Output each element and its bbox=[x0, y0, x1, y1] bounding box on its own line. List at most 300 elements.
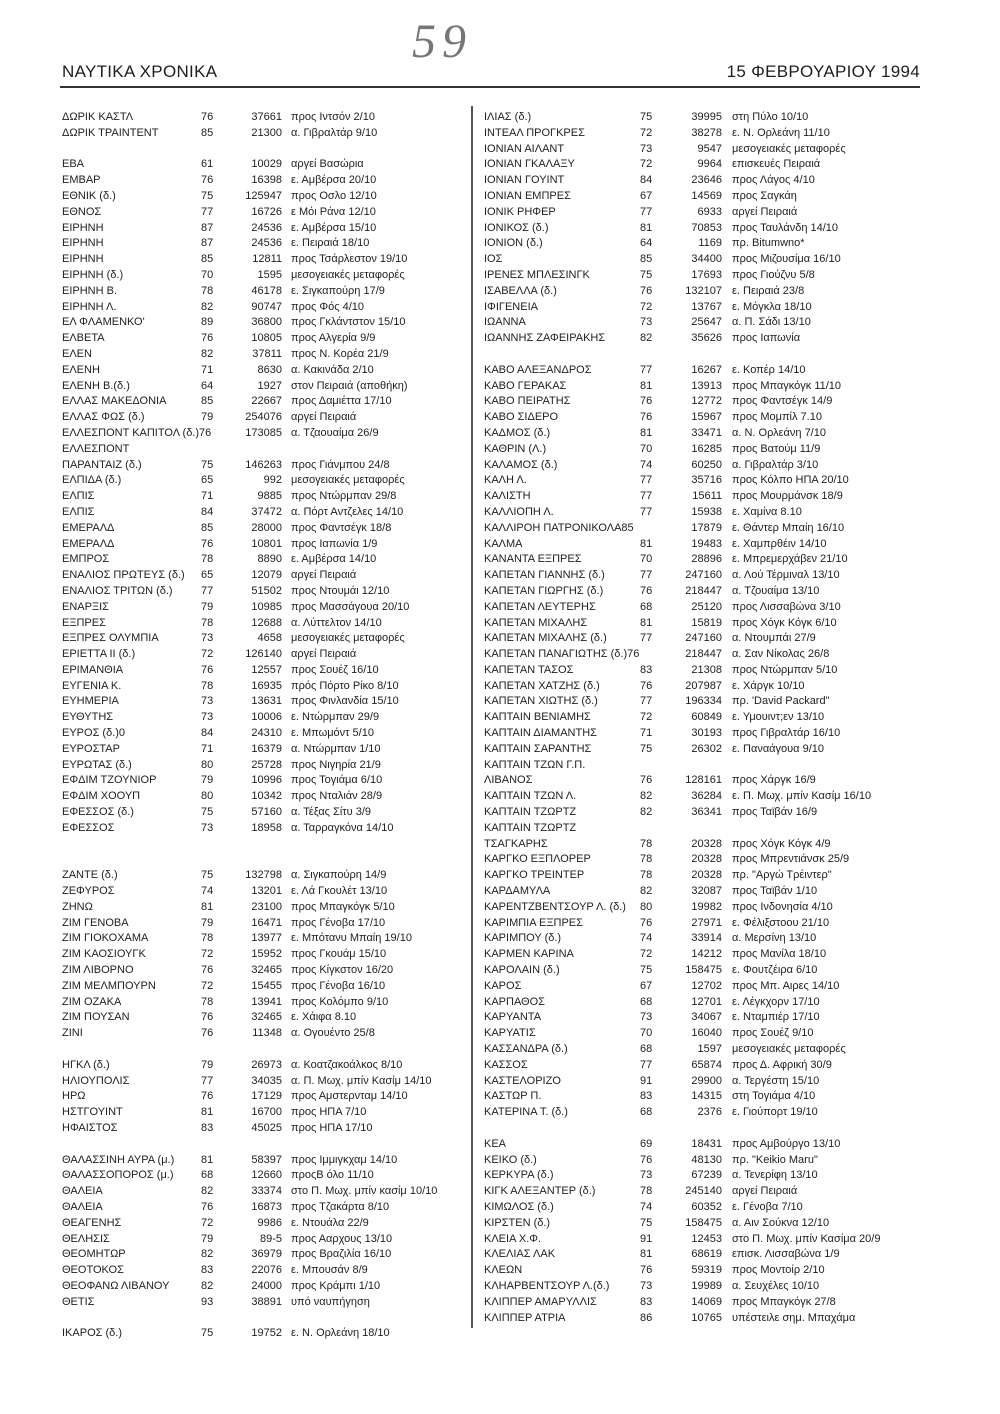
tonnage: 12701 bbox=[691, 995, 722, 1008]
position-note: πρ. "Αργώ Τρέιντερ" bbox=[732, 869, 832, 882]
position-note: προς Σουέζ 16/10 bbox=[291, 663, 379, 676]
tonnage: 10006 bbox=[251, 711, 282, 724]
ship-name: ΚΛΕΩΝ bbox=[484, 1264, 523, 1277]
ship-row bbox=[62, 1058, 467, 1074]
ship-row bbox=[484, 347, 924, 363]
tonnage: 992 bbox=[263, 474, 282, 487]
ship-row bbox=[62, 884, 467, 900]
ship-name: ΗΣΤΓΟΥΙΝΤ bbox=[62, 1106, 123, 1119]
ship-name: ΕΜΒΑΡ bbox=[62, 174, 101, 187]
ship-name: ΚΑΡΙΜΠΟΥ (δ.) bbox=[484, 932, 562, 945]
build-year: 77 bbox=[201, 1074, 214, 1087]
build-year: 81 bbox=[640, 221, 653, 234]
position-note: προς ΗΠΑ 17/10 bbox=[291, 1122, 373, 1134]
ship-name: ΕΞΠΡΕΣ ΟΛΥΜΠΙΑ bbox=[62, 632, 159, 645]
build-year: 76 bbox=[201, 1027, 214, 1040]
position-note: α. Σευχέλες 10/10 bbox=[732, 1279, 820, 1292]
position-note: προς Χόγκ Κόγκ 6/10 bbox=[732, 616, 837, 629]
position-note: αργεί Πειραιά bbox=[732, 1185, 798, 1198]
tonnage: 12453 bbox=[691, 1232, 722, 1245]
ship-name: ΚΑΡΙΜΠΙΑ ΕΞΠΡΕΣ bbox=[484, 916, 583, 929]
position-note: ε. Ντουάλα 22/9 bbox=[291, 1216, 369, 1229]
ship-row bbox=[62, 963, 467, 979]
ship-name: ΚΑΡΟΣ bbox=[484, 979, 522, 992]
position-note: υπό ναυπήγηση bbox=[291, 1295, 370, 1308]
position-note: α. Λύττελτον 14/10 bbox=[291, 616, 382, 629]
ship-row bbox=[62, 126, 467, 142]
build-year: 84 bbox=[640, 174, 653, 187]
build-year: 81 bbox=[640, 1248, 653, 1261]
ship-row bbox=[484, 537, 924, 553]
tonnage: 11348 bbox=[252, 1027, 282, 1040]
build-year: 74 bbox=[201, 885, 214, 898]
tonnage: 13913 bbox=[691, 379, 722, 392]
build-year: 67 bbox=[640, 189, 653, 202]
tonnage: 15967 bbox=[691, 411, 722, 424]
ship-row bbox=[62, 426, 467, 442]
ship-row bbox=[484, 1200, 924, 1216]
tonnage: 28896 bbox=[691, 553, 722, 566]
position-note: πρ. "Keikio Maru" bbox=[732, 1153, 818, 1166]
position-note: α. Γιβραλτάρ 9/10 bbox=[291, 126, 378, 139]
tonnage: 37811 bbox=[252, 347, 282, 360]
build-year: 83 bbox=[640, 663, 653, 676]
ship-row bbox=[484, 773, 924, 789]
ship-row bbox=[484, 126, 924, 142]
position-note: αργεί Πειραιά bbox=[291, 648, 357, 661]
position-note: μεσογειακές μεταφορές bbox=[291, 474, 405, 487]
ship-row bbox=[484, 1168, 924, 1184]
ship-row bbox=[484, 157, 924, 173]
build-year: 77 bbox=[640, 505, 653, 518]
ship-name: ΕΛΠΙΣ bbox=[62, 490, 95, 503]
ship-row bbox=[62, 252, 467, 268]
build-year: 76 bbox=[201, 111, 214, 123]
ship-name: ΕΙΡΗΝΗ Β. bbox=[62, 284, 118, 297]
ship-name: ΛΙΒΑΝΟΣ bbox=[484, 774, 533, 787]
position-note: προς Σαγκάη bbox=[732, 189, 797, 202]
ship-name: ΚΑΡΠΑΘΟΣ bbox=[484, 995, 545, 1008]
ship-name: ΕΘΝΙΚ (δ.) bbox=[62, 189, 116, 202]
ship-row bbox=[62, 1137, 467, 1153]
build-year: 75 bbox=[640, 964, 653, 977]
build-year: 85 bbox=[201, 126, 214, 139]
build-year: 68 bbox=[201, 1169, 214, 1182]
position-note: προς Ααρχους 13/10 bbox=[291, 1232, 393, 1245]
position-note: μεσογειακές μεταφορές bbox=[732, 1043, 846, 1056]
position-note: υπέστειλε σημ. Μπαχάμα bbox=[732, 1311, 856, 1324]
position-note: επισκ. Λισσαβώνα 1/9 bbox=[732, 1248, 840, 1261]
tonnage: 16267 bbox=[691, 363, 722, 376]
ship-row bbox=[484, 821, 924, 837]
position-note: προς Κράμπι 1/10 bbox=[291, 1279, 381, 1292]
ship-row bbox=[484, 189, 924, 205]
position-note: ε. Πειραιά 18/10 bbox=[291, 237, 370, 250]
ship-row bbox=[484, 110, 924, 126]
tonnage: 58397 bbox=[251, 1153, 282, 1166]
position-note: α. Κακινάδα 2/10 bbox=[291, 363, 374, 376]
ship-name: ΙΝΤΕΑΛ ΠΡΟΓΚΡΕΣ bbox=[484, 126, 585, 139]
position-note: προς Μπρεντιάνσκ 25/9 bbox=[732, 853, 850, 866]
ship-row bbox=[62, 284, 467, 300]
tonnage: 218447 bbox=[685, 584, 722, 597]
build-year: 76 bbox=[201, 332, 214, 345]
tonnage: 20328 bbox=[691, 869, 722, 882]
ship-name: ΕΛΛΑΣ ΜΑΚΕΔΟΝΙΑ bbox=[62, 395, 167, 408]
ship-row bbox=[62, 710, 467, 726]
build-year: 76 bbox=[640, 411, 653, 424]
ship-name: ΕΝΑΡΞΙΣ bbox=[62, 600, 109, 613]
ship-name: ΙΡΕΝΕΣ ΜΠΛΕΣΙΝΓΚ bbox=[484, 268, 590, 281]
build-year: 91 bbox=[640, 1074, 653, 1087]
position-note: ε Μόι Ράνα 12/10 bbox=[291, 205, 376, 218]
tonnage: 30193 bbox=[691, 727, 722, 740]
ship-row bbox=[62, 789, 467, 805]
ship-row bbox=[62, 947, 467, 963]
ship-row bbox=[484, 837, 924, 853]
position-note: ε. Μπωμόντ 5/10 bbox=[291, 727, 374, 740]
ship-name: ΙΣΑΒΕΛΛΑ (δ.) bbox=[484, 284, 557, 297]
position-note: α. Τέξας Σίτυ 3/9 bbox=[291, 806, 371, 819]
ship-name: ΚΑΠΕΤΑΝ ΧΑΤΖΗΣ (δ.) bbox=[484, 679, 600, 692]
ship-row bbox=[62, 1200, 467, 1216]
tonnage: 18431 bbox=[691, 1137, 722, 1150]
ship-row bbox=[484, 442, 924, 458]
build-year: 81 bbox=[201, 900, 214, 913]
position-note: προς Νιγηρία 21/9 bbox=[291, 758, 381, 771]
tonnage: 26973 bbox=[251, 1058, 282, 1071]
build-year: 71 bbox=[201, 363, 214, 376]
ship-row bbox=[62, 616, 467, 632]
ship-row bbox=[484, 584, 924, 600]
build-year: 78 bbox=[640, 1185, 653, 1198]
ship-name: ΚΑΝΑΝΤΑ ΕΞΠΡΕΣ bbox=[484, 553, 582, 566]
position-note: αργεί Πειραιά bbox=[291, 569, 357, 582]
tonnage: 29900 bbox=[691, 1074, 722, 1087]
ship-name: ΕΡΙΜΑΝΘΙΑ bbox=[62, 663, 124, 676]
position-note: ε. Γένοβα 7/10 bbox=[732, 1200, 803, 1213]
ship-row bbox=[484, 505, 924, 521]
tonnage: 9547 bbox=[697, 142, 722, 155]
ship-name: ΕΝΑΛΙΟΣ ΤΡΙΤΩΝ (δ.) bbox=[62, 584, 173, 597]
tonnage: 33914 bbox=[691, 932, 722, 945]
build-year: 77 bbox=[640, 205, 653, 218]
ship-row bbox=[484, 1311, 924, 1327]
ship-name: ΙΚΑΡΟΣ (δ.) bbox=[62, 1327, 122, 1340]
position-note: προς Μπαγκόγκ 5/10 bbox=[291, 900, 395, 913]
ship-row bbox=[484, 331, 924, 347]
build-year: 78 bbox=[201, 679, 214, 692]
ship-name: ΚΑΛΗ Λ. bbox=[484, 474, 527, 487]
ship-name: ΤΣΑΓΚΑΡΗΣ bbox=[484, 837, 548, 850]
position-note: προς Τσάρλεστον 19/10 bbox=[291, 253, 408, 266]
build-year: 78 bbox=[201, 616, 214, 629]
ship-row bbox=[484, 1216, 924, 1232]
position-note: προς Φός 4/10 bbox=[291, 300, 364, 313]
position-note: επισκευές Πειραιά bbox=[732, 158, 821, 171]
tonnage: 35626 bbox=[691, 332, 722, 345]
tonnage: 33471 bbox=[691, 426, 722, 439]
ship-name: ΗΡΩ bbox=[62, 1090, 86, 1103]
ship-name: ΖΙΜ ΓΙΟΚΟΧΑΜΑ bbox=[62, 932, 149, 945]
position-note: α. Τζαουαίμα 26/9 bbox=[291, 426, 379, 439]
position-note: προς Δαμιέττα 17/10 bbox=[291, 395, 392, 408]
ship-name: ΚΛΗΑΡΒΕΝΤΣΟΥΡ Λ.(δ.) bbox=[484, 1279, 610, 1292]
ship-name: ΖΙΜ ΛΙΒΟΡΝΟ bbox=[62, 964, 134, 977]
ship-name: ΚΑΠΕΤΑΝ ΓΙΩΡΓΗΣ (δ.) bbox=[484, 584, 604, 597]
tonnage: 34067 bbox=[691, 1011, 722, 1024]
build-year: 64 bbox=[640, 237, 653, 250]
build-year: 87 bbox=[201, 237, 214, 250]
build-year: 61 bbox=[201, 158, 214, 171]
ship-row bbox=[62, 679, 467, 695]
ship-name: ΙΟΣ bbox=[484, 253, 503, 266]
build-year: 76 bbox=[201, 174, 214, 187]
build-year: 72 bbox=[640, 126, 653, 139]
ship-name: ΕΦΔΙΜ ΧΟΟΥΠ bbox=[62, 790, 141, 803]
ship-row bbox=[62, 821, 467, 837]
build-year: 82 bbox=[201, 1248, 214, 1261]
build-year: 71 bbox=[201, 742, 214, 755]
ship-row bbox=[484, 995, 924, 1011]
tonnage: 13201 bbox=[251, 885, 282, 898]
tonnage: 128161 bbox=[685, 774, 722, 787]
position-note: προς Βατούμ 11/9 bbox=[732, 442, 821, 455]
tonnage: 1927 bbox=[257, 379, 282, 392]
build-year: 82 bbox=[201, 1185, 214, 1198]
ship-name: ΚΑΠΤΑΙΝ ΤΖΩΡΤΖ bbox=[484, 806, 577, 819]
build-year: 79 bbox=[201, 1232, 214, 1245]
ship-row bbox=[62, 931, 467, 947]
ship-row bbox=[62, 552, 467, 568]
ship-name: ΙΟΝΙΑΝ ΓΚΑΛΑΞΥ bbox=[484, 158, 575, 171]
tonnage: 23646 bbox=[691, 174, 722, 187]
tonnage: 132798 bbox=[245, 869, 282, 882]
ship-row bbox=[484, 426, 924, 442]
build-year: 82 bbox=[640, 332, 653, 345]
ship-row bbox=[484, 300, 924, 316]
tonnage: 146263 bbox=[245, 458, 282, 471]
position-note: α. Σιγκαπούρη 14/9 bbox=[291, 869, 387, 882]
tonnage: 25120 bbox=[691, 600, 722, 613]
ship-row bbox=[484, 1263, 924, 1279]
tonnage: 25728 bbox=[251, 758, 282, 771]
tonnage: 48130 bbox=[691, 1153, 722, 1166]
tonnage: 16700 bbox=[251, 1106, 282, 1119]
ship-name: ΕΞΠΡΕΣ bbox=[62, 616, 106, 629]
ship-row bbox=[484, 742, 924, 758]
build-year: 80 bbox=[201, 790, 214, 803]
position-note: προς Βραζιλία 16/10 bbox=[291, 1248, 392, 1261]
tonnage: 173085 bbox=[245, 426, 282, 439]
ship-row bbox=[484, 268, 924, 284]
ship-row bbox=[62, 379, 467, 395]
tonnage: 1597 bbox=[697, 1043, 722, 1056]
position-note: προς Τζακάρτα 8/10 bbox=[291, 1200, 390, 1213]
position-note: στο Π. Μωχ. μπίν κασίμ 10/10 bbox=[291, 1185, 438, 1198]
ship-name: ΚΙΡΣΤΕΝ (δ.) bbox=[484, 1216, 551, 1229]
position-note: α. Ταρραγκόνα 14/10 bbox=[291, 821, 394, 834]
ship-name: ΕΘΝΟΣ bbox=[62, 205, 102, 218]
ship-name: ΘΕΟΦΑΝΩ ΛΙΒΑΝΟΥ bbox=[62, 1279, 170, 1292]
tonnage: 16285 bbox=[691, 442, 722, 455]
ship-row bbox=[62, 1010, 467, 1026]
tonnage: 12557 bbox=[251, 663, 282, 676]
build-year: 75 bbox=[201, 189, 214, 202]
ship-row bbox=[484, 284, 924, 300]
tonnage: 36979 bbox=[251, 1248, 282, 1261]
ship-name: ΘΕΤΙΣ bbox=[62, 1295, 95, 1308]
ship-row bbox=[484, 852, 924, 868]
ship-name: ΙΟΝΙΑΝ ΕΜΠΡΕΣ bbox=[484, 189, 571, 202]
build-year: 68 bbox=[640, 1106, 653, 1119]
ship-row bbox=[62, 663, 467, 679]
ship-row bbox=[484, 521, 924, 537]
tonnage: 24536 bbox=[251, 221, 282, 234]
ship-row bbox=[62, 521, 467, 537]
ship-name: ΕΛΕΝΗ bbox=[62, 363, 100, 376]
ship-row bbox=[484, 315, 924, 331]
position-note: α. Τενερίφη 13/10 bbox=[732, 1169, 818, 1182]
ship-name: ΚΛΙΠΠΕΡ ΑΜΑΡΥΛΛΙΣ bbox=[484, 1295, 597, 1308]
tonnage: 39995 bbox=[691, 111, 722, 123]
tonnage: 46178 bbox=[251, 284, 282, 297]
tonnage: 9885 bbox=[257, 490, 282, 503]
build-year: 75 bbox=[640, 111, 653, 123]
ship-row bbox=[62, 442, 467, 458]
build-year: 77 bbox=[640, 363, 653, 376]
ship-row bbox=[484, 647, 924, 663]
tonnage: 16726 bbox=[251, 205, 282, 218]
ship-name: ΘΕΟΤΟΚΟΣ bbox=[62, 1264, 124, 1277]
ship-name: ΕΥΡΩΤΑΣ (δ.) bbox=[62, 758, 132, 771]
position-note: ε. Πειραιά 23/8 bbox=[732, 284, 805, 297]
ship-row bbox=[62, 1089, 467, 1105]
position-note: προς Ντουμάι 12/10 bbox=[291, 584, 390, 597]
ship-row bbox=[62, 758, 467, 774]
ship-row bbox=[62, 1326, 467, 1342]
ship-name: ΘΕΛΗΣΙΣ bbox=[62, 1232, 110, 1245]
position-note: αργεί Πειραιά bbox=[291, 411, 357, 424]
ship-name: ΕΥΘΥΤΗΣ bbox=[62, 711, 114, 724]
position-note: προς Γκλάντστον 15/10 bbox=[291, 316, 406, 329]
ship-row bbox=[484, 600, 924, 616]
tonnage: 67239 bbox=[691, 1169, 722, 1182]
position-note: προςΒ όλο 11/10 bbox=[291, 1169, 374, 1182]
ship-row bbox=[484, 663, 924, 679]
build-year: 76 bbox=[640, 1153, 653, 1166]
ship-name: ΕΛΛΕΣΠΟΝΤ ΚΑΠΙΤΟΛ (δ.)76 bbox=[62, 426, 212, 439]
ship-name: ΚΑΠΕΤΑΝ ΜΙΧΑΛΗΣ bbox=[484, 616, 588, 629]
ship-name: ΚΑΠΤΑΙΝ ΣΑΡΑΝΤΗΣ bbox=[484, 742, 592, 755]
build-year: 83 bbox=[640, 1295, 653, 1308]
build-year: 73 bbox=[640, 1011, 653, 1024]
tonnage: 37472 bbox=[251, 505, 282, 518]
ship-name: ΚΑΛΙΣΤΗ bbox=[484, 490, 531, 503]
build-year: 75 bbox=[201, 869, 214, 882]
position-note: προς Ν. Κορέα 21/9 bbox=[291, 347, 389, 360]
build-year: 73 bbox=[201, 821, 214, 834]
build-year: 77 bbox=[640, 695, 653, 708]
ship-name: ΘΑΛΕΙΑ bbox=[62, 1185, 103, 1198]
ship-name: ΚΑΠΤΑΙΝ ΒΕΝΙΑΜΗΣ bbox=[484, 711, 591, 724]
build-year: 76 bbox=[201, 1200, 214, 1213]
ship-name: ΚΑΤΕΡΙΝΑ Τ. (δ.) bbox=[484, 1106, 568, 1119]
build-year: 81 bbox=[640, 616, 653, 629]
build-year: 73 bbox=[640, 142, 653, 155]
build-year: 78 bbox=[201, 284, 214, 297]
ship-row bbox=[62, 221, 467, 237]
ship-name: ΘΑΛΑΣΣΙΝΗ ΑΥΡΑ (μ.) bbox=[62, 1153, 175, 1166]
tonnage: 2376 bbox=[697, 1106, 722, 1119]
ship-row bbox=[62, 142, 467, 158]
build-year: 73 bbox=[201, 711, 214, 724]
tonnage: 65874 bbox=[691, 1058, 722, 1071]
ship-name: ΙΟΝΙΚ ΡΗΦΕΡ bbox=[484, 205, 556, 218]
tonnage: 12660 bbox=[251, 1169, 282, 1182]
tonnage: 38278 bbox=[691, 126, 722, 139]
ship-row bbox=[484, 473, 924, 489]
position-note: προς Χάργκ 16/9 bbox=[732, 774, 816, 787]
position-note: α. Π. Μωχ. μπίν Κασίμ 14/10 bbox=[291, 1074, 432, 1087]
position-note: α. Κοατζακοάλκος 8/10 bbox=[291, 1058, 403, 1071]
position-note: ε. Π. Μωχ. μπίν Κασίμ 16/10 bbox=[732, 790, 872, 803]
position-note: προς Αμβούργο 13/10 bbox=[732, 1137, 841, 1150]
position-note: προς Φαντσέγκ 14/9 bbox=[732, 395, 833, 408]
ship-name: ΚΑΠΕΤΑΝ ΠΑΝΑΓΙΩΤΗΣ (δ.)76 bbox=[484, 648, 640, 661]
position-note: προς Αμστερνταμ 14/10 bbox=[291, 1090, 408, 1103]
ship-name: ΕΝΑΛΙΟΣ ΠΡΩΤΕΥΣ (δ.) bbox=[62, 569, 185, 582]
tonnage: 247160 bbox=[685, 632, 722, 645]
build-year: 85 bbox=[201, 253, 214, 266]
ship-row bbox=[62, 916, 467, 932]
position-note: προς Γένοβα 16/10 bbox=[291, 979, 386, 992]
position-note: α. Τεργέστη 15/10 bbox=[732, 1074, 820, 1087]
ship-name: ΙΩΑΝΝΗΣ ΖΑΦΕΙΡΑΚΗΣ bbox=[484, 332, 606, 345]
tonnage: 17129 bbox=[251, 1090, 282, 1103]
ship-row bbox=[62, 1042, 467, 1058]
ship-name: ΚΕΑ bbox=[484, 1137, 507, 1150]
build-year: 72 bbox=[201, 979, 214, 992]
ship-name: ΕΥΡΟΣΤΑΡ bbox=[62, 742, 120, 755]
tonnage: 196334 bbox=[685, 695, 722, 708]
ship-name: ΕΛΠΙΣ bbox=[62, 505, 95, 518]
build-year: 83 bbox=[201, 1122, 214, 1134]
ship-row bbox=[62, 394, 467, 410]
build-year: 93 bbox=[201, 1295, 214, 1308]
position-note: αργεί Βασώρια bbox=[291, 158, 364, 171]
ship-name: ΕΙΡΗΝΗ bbox=[62, 237, 104, 250]
position-note: προς Μπαγκόγκ 11/10 bbox=[732, 379, 842, 392]
ship-row bbox=[484, 1042, 924, 1058]
build-year: 65 bbox=[201, 569, 214, 582]
tonnage: 12079 bbox=[251, 569, 282, 582]
tonnage: 21308 bbox=[691, 663, 722, 676]
ship-row bbox=[484, 1089, 924, 1105]
build-year: 76 bbox=[640, 916, 653, 929]
build-year: 85 bbox=[640, 253, 653, 266]
tonnage: 13977 bbox=[251, 932, 282, 945]
ship-row bbox=[484, 1279, 924, 1295]
position-note: προς Κόλπο ΗΠΑ 20/10 bbox=[732, 474, 849, 487]
position-note: ε. Αμβέρσα 14/10 bbox=[291, 553, 377, 566]
position-note: προς Γένοβα 17/10 bbox=[291, 916, 386, 929]
ship-name: ΚΑΠΕΤΑΝ ΜΙΧΑΛΗΣ (δ.) bbox=[484, 632, 607, 645]
ship-name: ΕΙΡΗΝΗ bbox=[62, 253, 104, 266]
ship-row bbox=[62, 300, 467, 316]
ship-row bbox=[484, 568, 924, 584]
ship-name: ΖΙΝΙ bbox=[62, 1027, 83, 1040]
